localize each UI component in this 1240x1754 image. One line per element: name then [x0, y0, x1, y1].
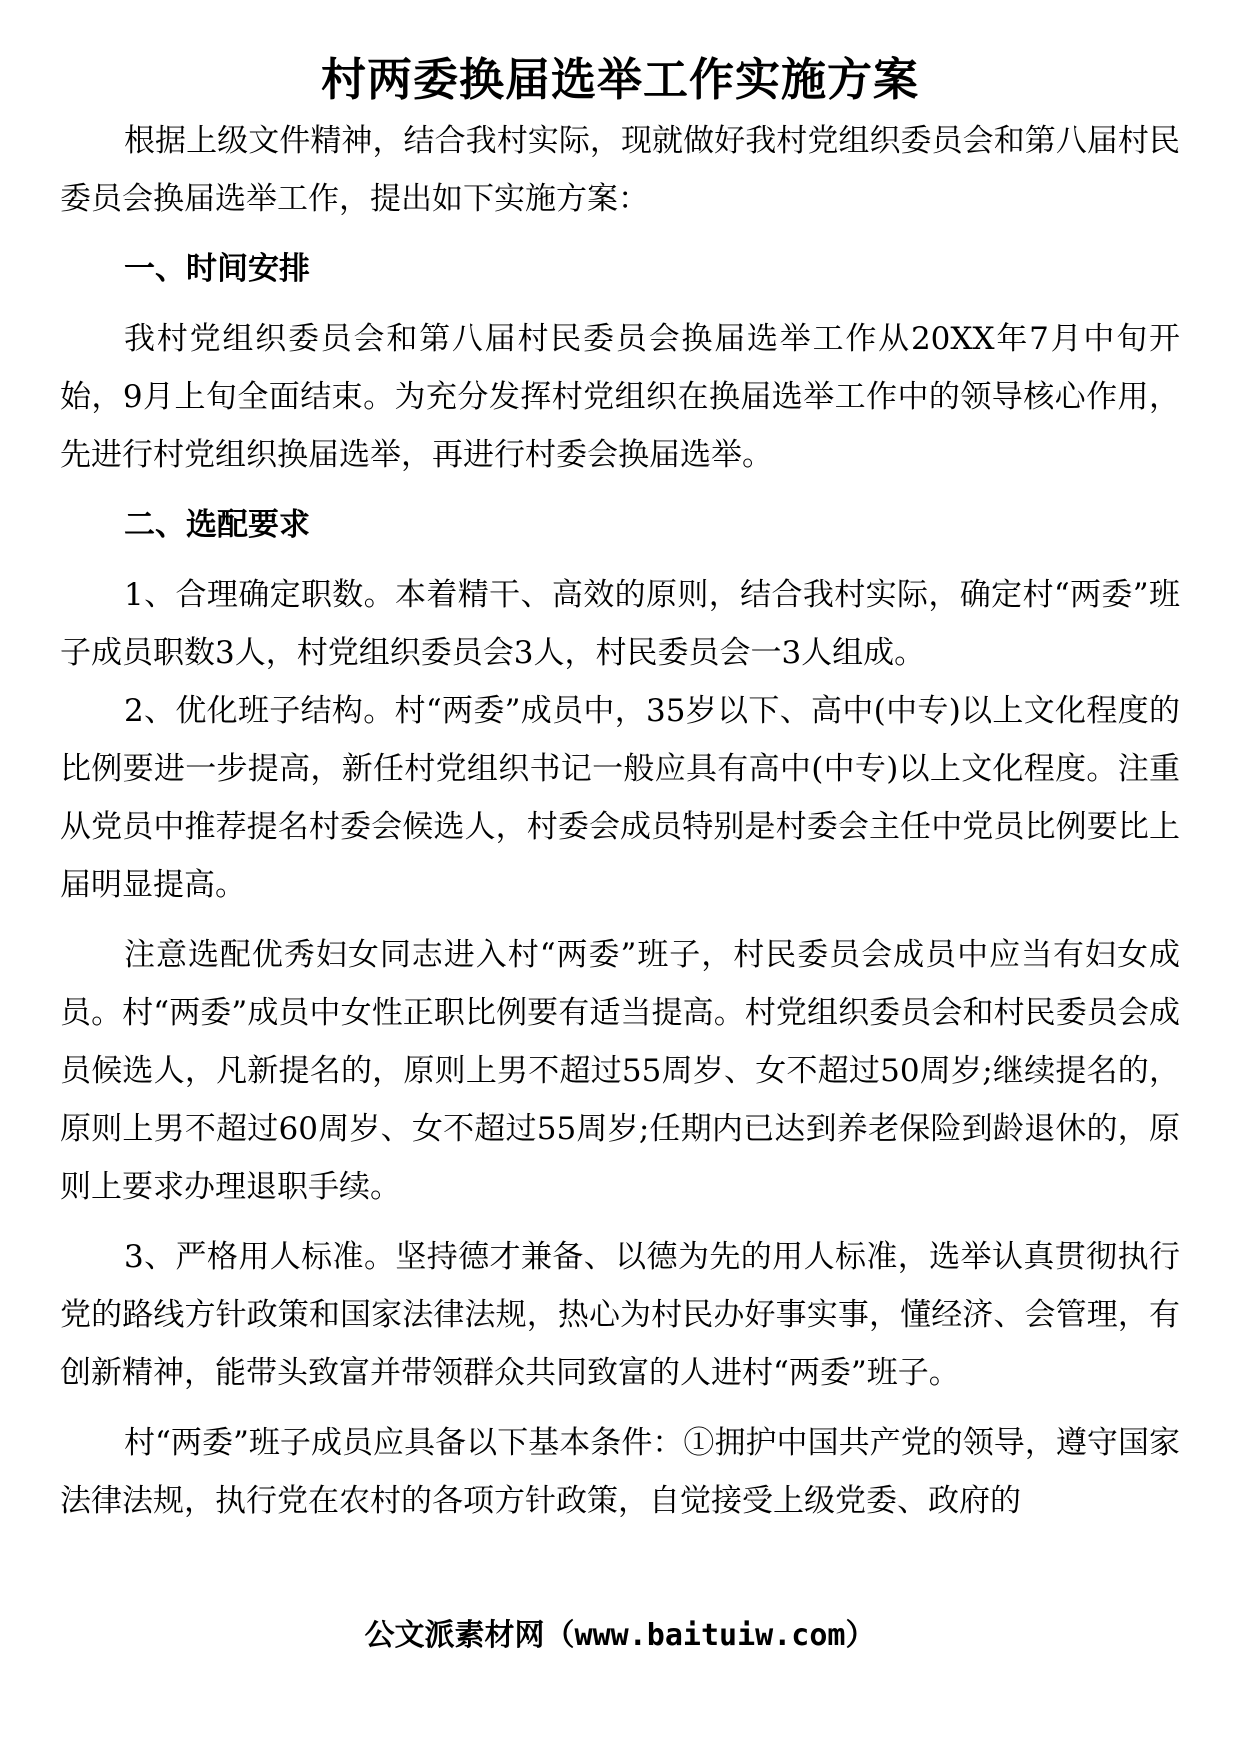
- section-heading-schedule: 一、时间安排: [124, 251, 310, 287]
- requirements-paragraph-4: 3、严格用人标准。坚持德才兼备、以德为先的用人标准，选举认真贯彻执行党的路线方针政策和国家法律法规，热心为村民办好事实事，懂经济、会管理，有创新精神，能带头致富并带领群众共同致富的人进村“两委”班子。: [60, 1239, 1180, 1391]
- schedule-paragraph: 我村党组织委员会和第八届村民委员会换届选举工作从20XX年7月中旬开始，9月上旬全面结束。为充分发挥村党组织在换届选举工作中的领导核心作用，先进行村党组织换届选举，再进行村委会换届选举。: [60, 321, 1180, 473]
- requirements-paragraph-3: 注意选配优秀妇女同志进入村“两委”班子，村民委员会成员中应当有妇女成员。村“两委”成员中女性正职比例要有适当提高。村党组织委员会和村民委员会成员候选人，凡新提名的，原则上男不超过55周岁、女不超过50周岁;继续提名的，原则上男不超过60周岁、女不超过55周岁;任期内已达到养老保险到龄退休的，原则上要求办理退职手续。: [60, 937, 1180, 1205]
- document-title: 村两委换届选举工作实施方案: [320, 53, 919, 106]
- intro-paragraph: 根据上级文件精神，结合我村实际，现就做好我村党组织委员会和第八届村民委员会换届选举工作，提出如下实施方案：: [60, 123, 1180, 217]
- document-body: [60, 112, 1180, 1530]
- requirements-paragraph-5: 村“两委”班子成员应具备以下基本条件：①拥护中国共产党的领导，遵守国家法律法规，执行党在农村的各项方针政策，自觉接受上级党委、政府的: [60, 1425, 1180, 1519]
- footer-source: 公文派素材网（www.baituiw.com）: [364, 1618, 876, 1653]
- requirements-paragraph-2: 2、优化班子结构。村“两委”成员中，35岁以下、高中(中专)以上文化程度的比例要进一步提高，新任村党组织书记一般应具有高中(中专)以上文化程度。注重从党员中推荐提名村委会候选人，村委会成员特别是村委会主任中党员比例要比上届明显提高。: [60, 693, 1180, 903]
- requirements-paragraph-1: 1、合理确定职数。本着精干、高效的原则，结合我村实际，确定村“两委”班子成员职数3人，村党组织委员会3人，村民委员会一3人组成。: [60, 577, 1180, 671]
- section-heading-requirements: 二、选配要求: [124, 507, 310, 543]
